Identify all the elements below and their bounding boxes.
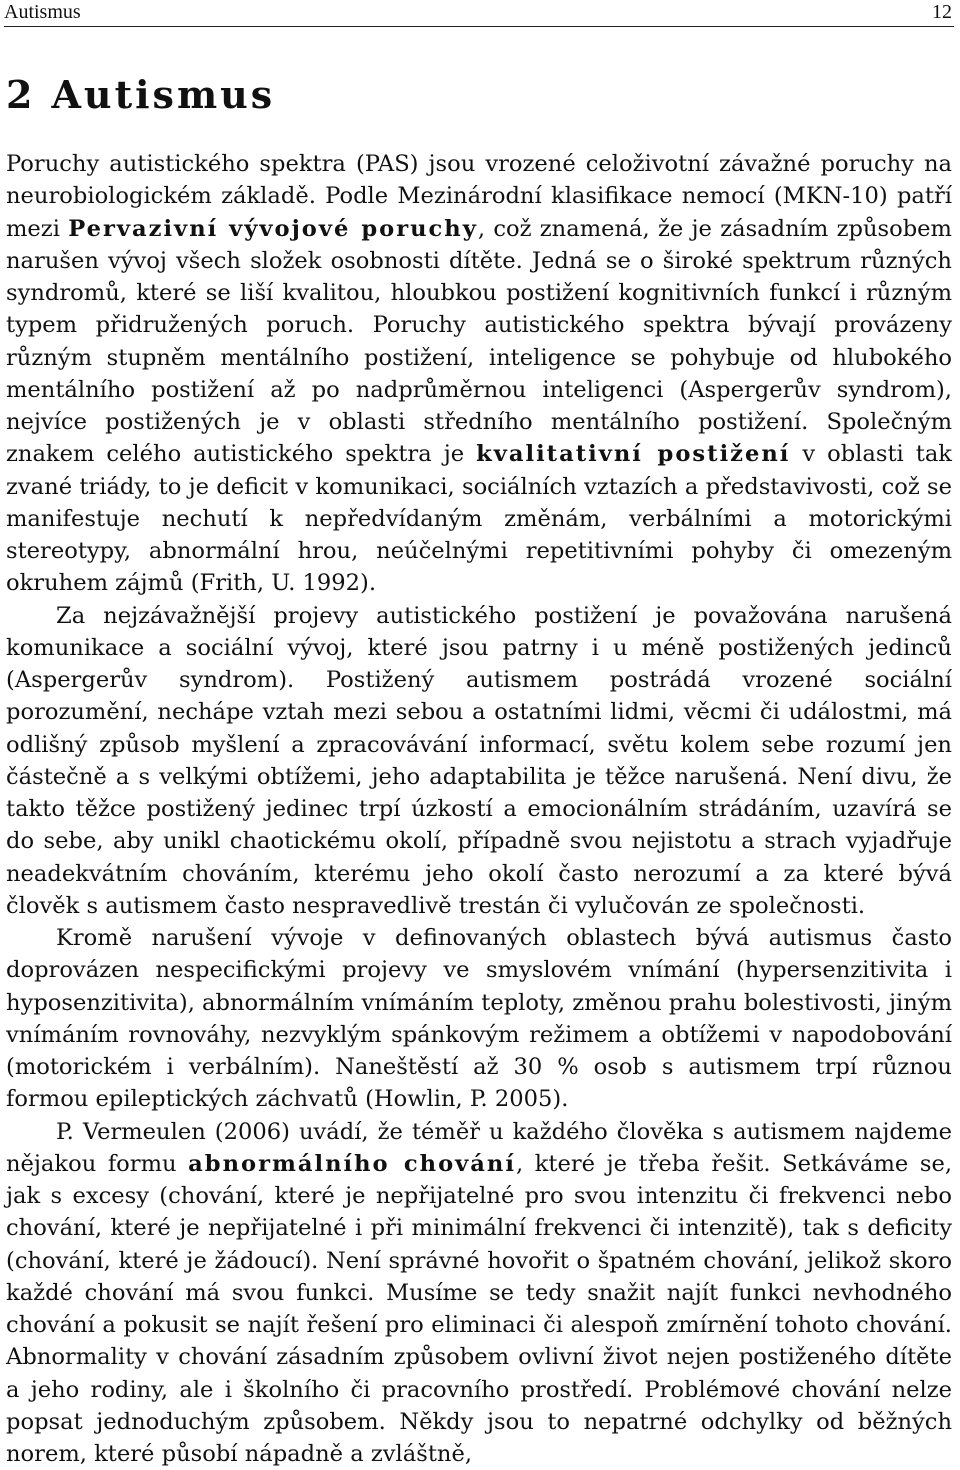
running-header-title: Autismus: [4, 0, 81, 24]
paragraph-2: [6, 600, 952, 923]
chapter-heading: [6, 70, 275, 120]
chapter-title: Autismus: [51, 72, 275, 117]
chapter-number: 2: [6, 72, 33, 117]
paragraph-4: [6, 1116, 952, 1470]
paragraph-3: [6, 922, 952, 1116]
paragraph-text: , které je třeba řešit. Setkáváme se, jak s excesy (chování, které je nepřijatelné pro svou intenzitu či frekvenci nebo chování, které je nepřijatelné i při minimální frekvenci či intenzitě), tak s deficity (chování, které je žádoucí). Není správné hovořit o špatném chování, jelikož skoro každé chování má svou funkci. Musíme se tedy snažit najít funkci nevhodného chování a pokusit se najít řešení pro eliminaci či alespoň zmírnění tohoto chování. Abnormality v chování zásadním způsobem ovlivní život nejen postiženého dítěte a jeho rodiny, ale i školního či pracovního prostředí. Problémové chování nelze popsat jednoduchým způsobem. Někdy jsou to nepatrné odchylky od běžných norem, které působí nápadně a zvláštně,: [6, 1151, 952, 1467]
bold-term: Pervazivní vývojové poruchy: [68, 216, 478, 242]
bold-term: kvalitativní postižení: [476, 441, 790, 467]
paragraph-text: Za nejzávažnější projevy autistického postižení je považována narušená komunikace a sociální vývoj, které jsou patrny i u méně postižených jedinců (Aspergerův syndrom). Postižený autismem postrádá vrozené sociální porozumění, nechápe vztah mezi sebou a ostatními lidmi, věcmi či událostmi, má odlišný způsob myšlení a zpracovávání informací, světu kolem sebe rozumí jen částečně a s velkými obtížemi, jeho adaptabilita je těžce narušená. Není divu, že takto těžce postižený jedinec trpí úzkostí a emocionálním strádáním, uzavírá se do sebe, aby unikl chaotickému okolí, případně svou nejistotu a strach vyjadřuje neadekvátním chováním, kterému jeho okolí často nerozumí a za které bývá člověk s autismem často nespravedlivě trestán či vylučován ze společnosti.: [6, 603, 952, 919]
paragraph-text: , což znamená, že je zásadním způsobem narušen vývoj všech složek osobnosti dítěte. Jedná se o široké spektrum různých syndromů, které se liší kvalitou, hloubkou postižení kognitivních funkcí i různým typem přidružených poruch. Poruchy autistického spektra bývají provázeny různým stupněm mentálního postižení, inteligence se pohybuje od hlubokého mentálního postižení až po nadprůměrnou inteligenci (Aspergerův syndrom), nejvíce postižených je v oblasti středního mentálního postižení. Společným znakem celého autistického spektra je: [6, 216, 952, 468]
paragraph-text: Poruchy autistického spektra (PAS) jsou vrozené celoživotní závažné poruchy na neurobiologickém základě. Podle Mezinárodní klasifikace nemocí (MKN-10) patří mezi: [6, 151, 952, 242]
page-number: 12: [932, 0, 952, 24]
paragraph-1: [6, 148, 952, 600]
paragraph-text: Kromě narušení vývoje v definovaných oblastech bývá autismus často doprovázen nespecifickými projevy ve smyslovém vnímání (hypersenzitivita i hyposenzitivita), abnormálním vnímáním teploty, změnou prahu bolestivosti, jiným vnímáním rovnováhy, nezvyklým spánkovým režimem a obtížemi v napodobování (motorickém i verbálním). Naneštěstí až 30 % osob s autismem trpí různou formou epileptických záchvatů (Howlin, P. 2005).: [6, 925, 952, 1112]
bold-term: abnormálního chování: [188, 1151, 516, 1177]
paragraph-text: v oblasti tak zvané triády, to je deficit v komunikaci, sociálních vztazích a představivosti, což se manifestuje nechutí k nepředvídaným změnám, verbálními a motorickými stereotypy, abnormální hrou, neúčelnými repetitivními pohyby či omezeným okruhem zájmů (Frith, U. 1992).: [6, 441, 952, 596]
body-text: [6, 148, 952, 1470]
running-header: [4, 0, 954, 27]
paragraph-text: P. Vermeulen (2006) uvádí, že téměř u každého člověka s autismem najdeme nějakou formu: [6, 1119, 952, 1177]
